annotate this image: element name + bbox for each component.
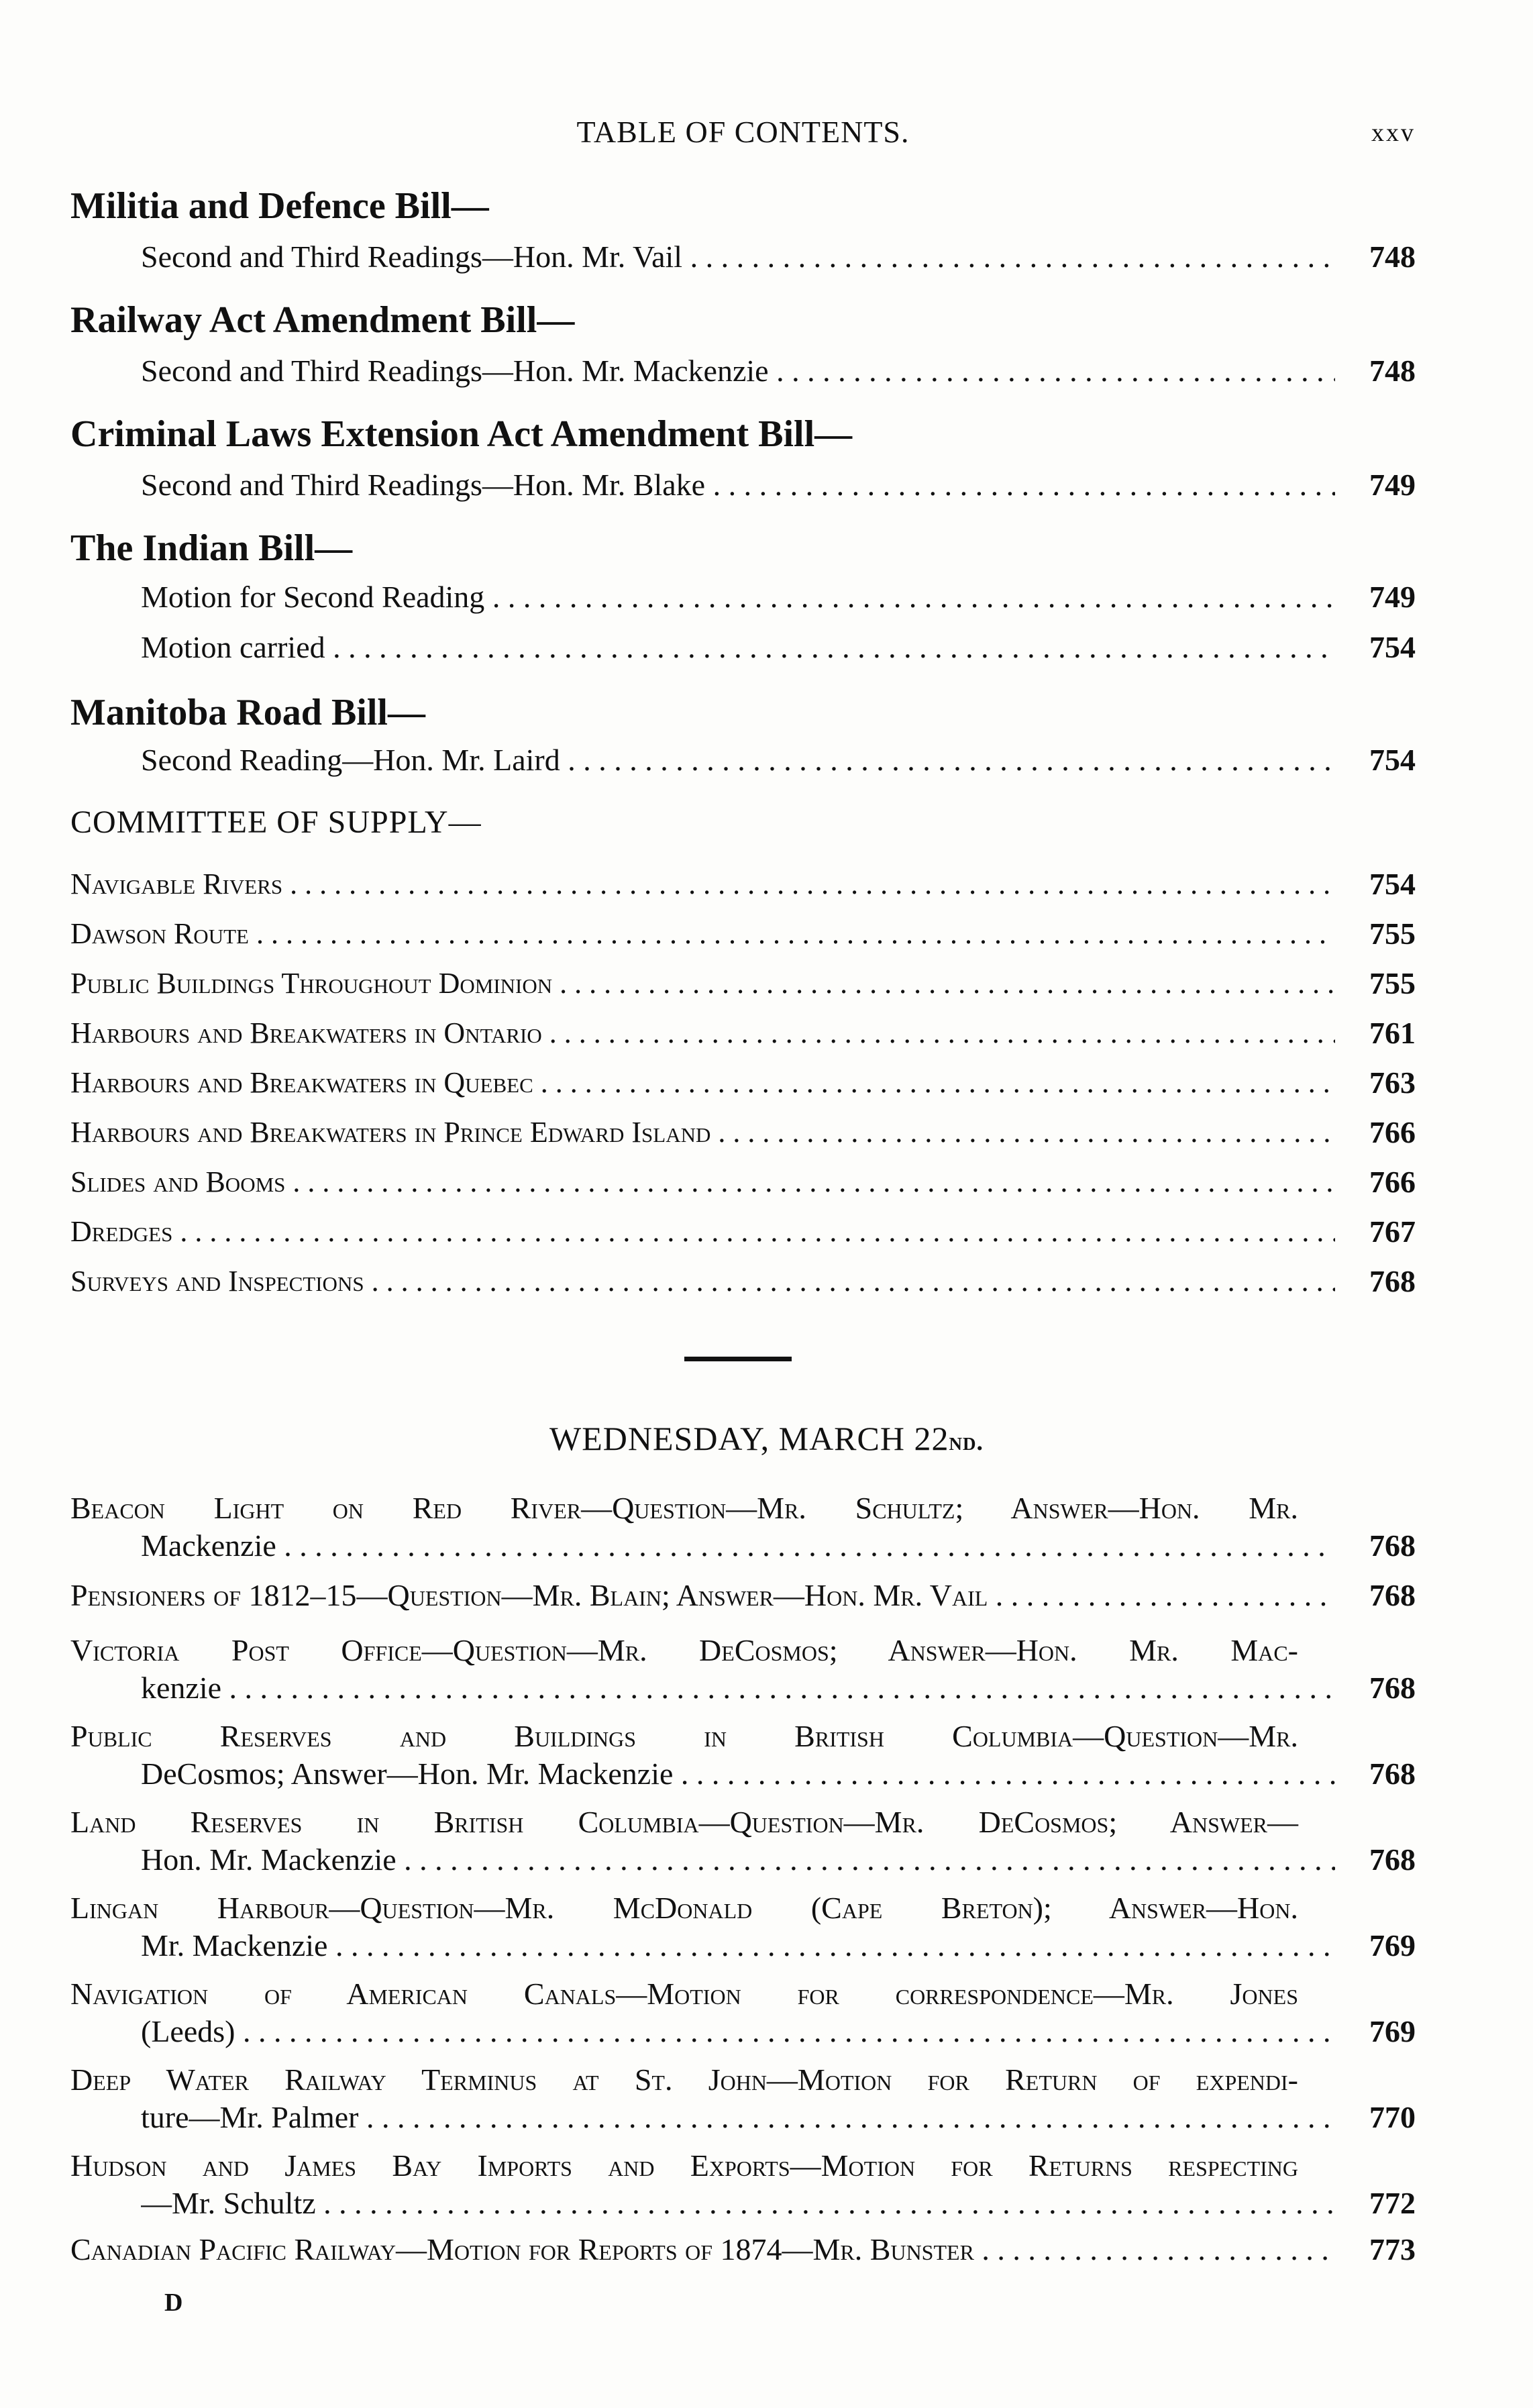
toc-row-page: 749 <box>1369 580 1416 614</box>
toc-entry[interactable] <box>70 1632 1416 1707</box>
entry-page: 770 <box>1369 2100 1416 2134</box>
entry-line: kenzie . . . <box>141 1669 1335 1707</box>
entry-continuation <box>141 1669 1416 1707</box>
toc-row-page: 766 <box>1369 1115 1416 1149</box>
section-heading: The Indian Bill— <box>70 527 353 569</box>
toc-row[interactable] <box>70 1114 1416 1151</box>
entry-line: Mr. Mackenzie . . . <box>141 1927 1335 1965</box>
committee-heading: COMMITTEE OF SUPPLY— <box>70 804 482 840</box>
entry-continuation <box>141 2099 1416 2136</box>
entry-continuation <box>70 1577 1416 1614</box>
toc-row-page: 768 <box>1369 1264 1416 1298</box>
toc-row-text: Motion carried . . . <box>141 629 1335 666</box>
toc-row-page: 754 <box>1369 743 1416 777</box>
toc-row-text: Harbours and Breakwaters in Quebec . . . <box>70 1064 1335 1102</box>
toc-row-page: 749 <box>1369 468 1416 502</box>
toc-row-text: Dredges . . . <box>70 1213 1335 1251</box>
toc-row-page: 767 <box>1369 1214 1416 1249</box>
toc-row[interactable] <box>70 1014 1416 1052</box>
running-header <box>70 114 1416 154</box>
toc-entry[interactable] <box>70 1889 1416 1965</box>
toc-row-page: 766 <box>1369 1165 1416 1199</box>
toc-row-text: Second and Third Readings—Hon. Mr. Vail . . . <box>141 238 1335 276</box>
entry-line: Lingan Harbour—Question—Mr. McDonald (Cape Breton); Answer—Hon. <box>70 1891 1298 1925</box>
toc-entry[interactable] <box>70 1577 1416 1614</box>
toc-row-text: Slides and Booms . . . <box>70 1163 1335 1201</box>
toc-entry[interactable] <box>70 1718 1416 1793</box>
toc-row[interactable] <box>70 965 1416 1002</box>
toc-row[interactable] <box>141 466 1416 504</box>
entry-line: Mackenzie . . . <box>141 1527 1335 1565</box>
toc-entry[interactable] <box>70 1975 1416 2050</box>
section-divider <box>684 1357 792 1361</box>
toc-row-page: 748 <box>1369 240 1416 274</box>
entry-continuation <box>141 2185 1416 2222</box>
toc-row-text: Public Buildings Throughout Dominion . . . <box>70 965 1335 1002</box>
entry-continuation <box>141 1927 1416 1965</box>
toc-entry[interactable] <box>70 1803 1416 1879</box>
toc-row-page: 748 <box>1369 354 1416 388</box>
entry-page: 769 <box>1369 1928 1416 1962</box>
toc-row-page: 755 <box>1369 917 1416 951</box>
entry-line: Deep Water Railway Terminus at St. John—Motion for Return of expendi- <box>70 2062 1298 2097</box>
toc-row[interactable] <box>70 1213 1416 1251</box>
entry-page: 773 <box>1369 2232 1416 2266</box>
toc-entry[interactable] <box>70 1489 1416 1565</box>
entry-line: Pensioners of 1812–15—Question—Mr. Blain; Answer—Hon. Mr. Vail . . . <box>70 1577 1335 1614</box>
toc-row[interactable] <box>141 629 1416 666</box>
entry-page: 768 <box>1369 1528 1416 1563</box>
toc-row-text: Harbours and Breakwaters in Ontario . . . <box>70 1014 1335 1052</box>
entry-line: ture—Mr. Palmer . . . <box>141 2099 1335 2136</box>
toc-entry[interactable] <box>70 2147 1416 2222</box>
entry-page: 768 <box>1369 1671 1416 1705</box>
toc-row-text: Second and Third Readings—Hon. Mr. Mackenzie . . . <box>141 352 1335 390</box>
toc-row-text: Second and Third Readings—Hon. Mr. Blake . . . <box>141 466 1335 504</box>
entry-line: Beacon Light on Red River—Question—Mr. Schultz; Answer—Hon. Mr. <box>70 1491 1298 1525</box>
entry-line: Victoria Post Office—Question—Mr. DeCosmos; Answer—Hon. Mr. Mac- <box>70 1633 1298 1667</box>
toc-row-text: Second Reading—Hon. Mr. Laird . . . <box>141 741 1335 779</box>
entry-line: Public Reserves and Buildings in British Columbia—Question—Mr. <box>70 1719 1298 1753</box>
entry-line: (Leeds) . . . <box>141 2013 1335 2050</box>
toc-row-text: Harbours and Breakwaters in Prince Edward Island . . . <box>70 1114 1335 1151</box>
toc-row-text: Surveys and Inspections . . . <box>70 1263 1335 1300</box>
toc-row[interactable] <box>70 1263 1416 1300</box>
entry-continuation <box>141 1527 1416 1565</box>
toc-row[interactable] <box>141 238 1416 276</box>
day-heading-suffix: nd. <box>949 1428 984 1456</box>
entry-line: Navigation of American Canals—Motion for correspondence—Mr. Jones <box>70 1977 1298 2011</box>
toc-entry[interactable] <box>70 2061 1416 2136</box>
toc-row[interactable] <box>141 578 1416 616</box>
entry-line: —Mr. Schultz . . . <box>141 2185 1335 2222</box>
entry-line: Hon. Mr. Mackenzie . . . <box>141 1841 1335 1879</box>
toc-entry[interactable] <box>70 2231 1416 2268</box>
section-heading: Railway Act Amendment Bill— <box>70 299 575 341</box>
entry-page: 768 <box>1369 1842 1416 1877</box>
toc-row-text: Dawson Route . . . <box>70 915 1335 953</box>
entry-line: Canadian Pacific Railway—Motion for Reports of 1874—Mr. Bunster . . . <box>70 2231 1335 2268</box>
toc-row[interactable] <box>70 1163 1416 1201</box>
page-number: xxv <box>1371 119 1416 147</box>
toc-row[interactable] <box>70 866 1416 903</box>
entry-continuation <box>141 2013 1416 2050</box>
toc-row-page: 755 <box>1369 966 1416 1000</box>
entry-page: 769 <box>1369 2014 1416 2048</box>
section-heading: Criminal Laws Extension Act Amendment Bill— <box>70 413 853 455</box>
entry-page: 772 <box>1369 2186 1416 2220</box>
toc-row-page: 754 <box>1369 867 1416 901</box>
toc-row[interactable] <box>141 741 1416 779</box>
entry-continuation <box>70 2231 1416 2268</box>
section-heading: Manitoba Road Bill— <box>70 692 425 733</box>
toc-row-page: 754 <box>1369 630 1416 664</box>
toc-row[interactable] <box>70 1064 1416 1102</box>
day-heading-text: WEDNESDAY, MARCH 22 <box>549 1420 949 1457</box>
signature-mark: D <box>164 2289 183 2317</box>
toc-row-text: Navigable Rivers . . . <box>70 866 1335 903</box>
toc-row-page: 763 <box>1369 1065 1416 1100</box>
section-heading: Militia and Defence Bill— <box>70 185 489 227</box>
page-title: TABLE OF CONTENTS. <box>576 115 910 149</box>
toc-row-page: 761 <box>1369 1016 1416 1050</box>
toc-row[interactable] <box>70 915 1416 953</box>
entry-line: Hudson and James Bay Imports and Exports—Motion for Returns respecting <box>70 2148 1298 2183</box>
entry-page: 768 <box>1369 1757 1416 1791</box>
entry-line: Land Reserves in British Columbia—Question—Mr. DeCosmos; Answer— <box>70 1805 1298 1839</box>
toc-row[interactable] <box>141 352 1416 390</box>
day-heading <box>0 1419 1533 1458</box>
toc-row-text: Motion for Second Reading . . . <box>141 578 1335 616</box>
entry-line: DeCosmos; Answer—Hon. Mr. Mackenzie . . . <box>141 1755 1335 1793</box>
entry-continuation <box>141 1755 1416 1793</box>
entry-page: 768 <box>1369 1578 1416 1612</box>
entry-continuation <box>141 1841 1416 1879</box>
